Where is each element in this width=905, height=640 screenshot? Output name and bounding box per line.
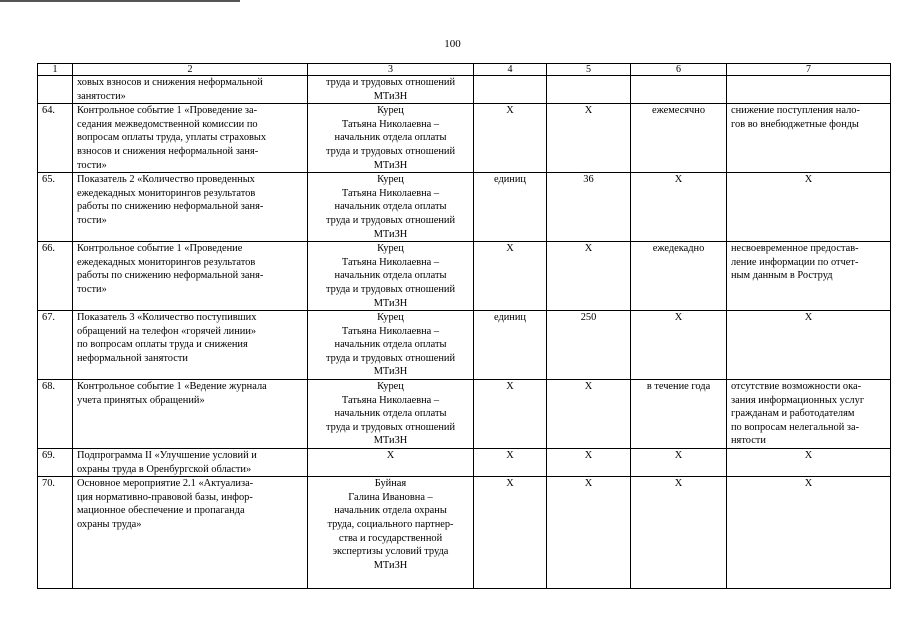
unit-cell — [474, 76, 547, 104]
cell-line: Татьяна Николаевна – — [341, 256, 440, 268]
cell-line: вопросам оплаты труда, уплаты страховых — [77, 132, 267, 144]
row-number-cell — [38, 104, 73, 173]
description-cell — [73, 104, 308, 173]
column-header: 3 — [308, 64, 474, 76]
column-header: 2 — [73, 64, 308, 76]
description-cell — [73, 380, 308, 449]
cell-line: Показатель 3 «Количество поступивших — [77, 312, 257, 324]
unit-cell — [474, 311, 547, 380]
cell-line: нятости — [731, 435, 766, 447]
row-number-cell — [38, 380, 73, 449]
row-number-cell — [38, 173, 73, 242]
cell-line: труда и трудовых отношений — [326, 283, 455, 295]
risk-cell — [727, 76, 891, 104]
cell-text: 70. — [42, 478, 55, 490]
table-row — [38, 380, 891, 449]
cell-line: МТиЗН — [373, 559, 408, 571]
cell-line: охраны труда в Оренбургской области» — [77, 463, 252, 475]
cell-text: Х — [674, 174, 683, 186]
responsible-cell — [308, 311, 474, 380]
cell-line: гражданам и работодателям — [731, 408, 855, 420]
cell-line: ция нормативно-правовой базы, инфор- — [77, 491, 253, 503]
cell-line: МТиЗН — [373, 228, 408, 240]
cell-line: Основное мероприятие 2.1 «Актуализа- — [77, 478, 254, 490]
cell-line: Буйная — [374, 478, 407, 490]
cell-text: Х — [506, 243, 514, 255]
period-cell — [631, 242, 727, 311]
cell-line: Х — [386, 450, 395, 462]
column-header: 5 — [547, 64, 631, 76]
cell-line: Галина Ивановна – — [348, 491, 433, 503]
responsible-cell — [308, 380, 474, 449]
value-cell — [547, 242, 631, 311]
cell-text: единиц — [493, 312, 526, 324]
cell-text: 65. — [42, 174, 55, 186]
risk-cell — [727, 173, 891, 242]
cell-line: несвоевременное предостав- — [731, 243, 859, 255]
cell-line: труда и трудовых отношений — [326, 352, 455, 364]
cell-text: 68. — [42, 381, 55, 393]
cell-text: Х — [674, 312, 683, 324]
risk-cell — [727, 104, 891, 173]
period-cell — [631, 449, 727, 477]
cell-text: 250 — [580, 312, 597, 324]
column-header: 4 — [474, 64, 547, 76]
cell-line: МТиЗН — [373, 297, 408, 309]
cell-text: Х — [584, 243, 593, 255]
cell-line: Контрольное событие 1 «Ведение журнала — [77, 381, 267, 393]
column-header: 7 — [727, 64, 891, 76]
cell-line: Х — [804, 450, 813, 462]
cell-line: труда и трудовых отношений — [326, 214, 455, 226]
value-cell — [547, 173, 631, 242]
cell-text: Х — [674, 478, 683, 490]
cell-line: ховых взносов и снижения неформальной — [77, 77, 263, 88]
unit-cell — [474, 477, 547, 589]
value-cell — [547, 311, 631, 380]
cell-line: Татьяна Николаевна – — [341, 325, 440, 337]
cell-line: Х — [804, 174, 813, 186]
cell-line: Курец — [377, 243, 404, 255]
row-number-cell — [38, 242, 73, 311]
cell-line: начальник отдела охраны — [334, 505, 447, 517]
cell-line: тости» — [77, 159, 107, 171]
cell-text: Х — [506, 478, 514, 490]
cell-line: ства и государственной — [338, 532, 443, 544]
risk-cell — [727, 242, 891, 311]
page-number: 100 — [444, 38, 461, 50]
cell-text: Х — [584, 450, 593, 462]
cell-line: неформальной занятости — [77, 352, 188, 364]
cell-line: тости» — [77, 214, 107, 226]
responsible-cell — [308, 449, 474, 477]
table-row — [38, 242, 891, 311]
cell-line: МТиЗН — [373, 159, 408, 171]
responsible-cell — [308, 242, 474, 311]
cell-line: по вопросам оплаты труда и снижения — [77, 339, 248, 351]
cell-line: Подпрограмма II «Улучшение условий и — [77, 450, 257, 462]
cell-line: работы по снижению неформальной заня- — [77, 270, 264, 282]
period-cell — [631, 380, 727, 449]
cell-line: ежедекадных мониторингов результатов — [77, 256, 256, 268]
cell-line: работы по снижению неформальной заня- — [77, 201, 264, 213]
cell-line: охраны труда» — [77, 519, 142, 530]
cell-text: Х — [506, 450, 514, 462]
top-rule — [0, 0, 240, 2]
cell-text: Х — [584, 478, 593, 490]
risk-cell — [727, 380, 891, 449]
cell-line: МТиЗН — [373, 366, 408, 378]
cell-line: Х — [804, 312, 813, 324]
responsible-cell — [308, 173, 474, 242]
value-cell — [547, 104, 631, 173]
cell-line: Курец — [377, 105, 404, 117]
cell-text: 66. — [42, 243, 55, 255]
cell-line: Курец — [377, 381, 404, 393]
cell-line: труда и трудовых отношений — [326, 77, 455, 88]
cell-line: Татьяна Николаевна – — [341, 187, 440, 199]
cell-line: начальник отдела оплаты — [334, 132, 447, 144]
table-row — [38, 477, 891, 589]
cell-line: тости» — [77, 283, 107, 295]
period-cell — [631, 173, 727, 242]
cell-line: экспертизы условий труда — [332, 546, 449, 558]
cell-line: труда и трудовых отношений — [326, 421, 455, 433]
risk-cell — [727, 449, 891, 477]
cell-line: начальник отдела оплаты — [334, 339, 447, 351]
cell-line: МТиЗН — [373, 435, 408, 447]
cell-line: Курец — [377, 312, 404, 324]
cell-text: Х — [506, 381, 514, 393]
cell-text: 67. — [42, 312, 55, 324]
cell-text: 69. — [42, 450, 55, 462]
responsible-cell — [308, 477, 474, 589]
cell-line: Курец — [377, 174, 404, 186]
period-cell — [631, 76, 727, 104]
cell-line: отсутствие возможности ока- — [731, 381, 862, 393]
responsible-cell — [308, 104, 474, 173]
cell-line: мационное обеспечение и пропаганда — [77, 505, 245, 517]
value-cell — [547, 449, 631, 477]
unit-cell — [474, 380, 547, 449]
table-row — [38, 76, 891, 104]
cell-line: ление информации по отчет- — [731, 256, 859, 268]
table-row — [38, 311, 891, 380]
cell-line: Контрольное событие 1 «Проведение — [77, 243, 243, 255]
cell-text: ежемесячно — [651, 105, 706, 117]
unit-cell — [474, 104, 547, 173]
cell-line: гов во внебюджетные фонды — [731, 118, 859, 130]
cell-line: Татьяна Николаевна – — [341, 394, 440, 406]
unit-cell — [474, 173, 547, 242]
responsible-cell — [308, 76, 474, 104]
table-row — [38, 173, 891, 242]
value-cell — [547, 76, 631, 104]
cell-line: Показатель 2 «Количество проведенных — [77, 174, 255, 186]
cell-text: 36 — [583, 174, 594, 186]
cell-line: начальник отдела оплаты — [334, 408, 447, 420]
cell-text: Х — [584, 105, 593, 117]
row-number-cell — [38, 311, 73, 380]
cell-line: снижение поступления нало- — [731, 105, 860, 117]
cell-line: начальник отдела оплаты — [334, 201, 447, 213]
cell-line: Контрольное событие 1 «Проведение за- — [77, 105, 258, 117]
cell-text: Х — [584, 381, 593, 393]
cell-line: ным данным в Роструд — [731, 270, 833, 282]
table-row — [38, 449, 891, 477]
cell-line: учета принятых обращений» — [77, 394, 205, 406]
row-number-cell — [38, 449, 73, 477]
cell-text: единиц — [493, 174, 526, 186]
description-cell — [73, 173, 308, 242]
cell-line: Х — [804, 478, 813, 490]
cell-line: труда и трудовых отношений — [326, 145, 455, 157]
cell-line: труда, социального партнер- — [327, 519, 454, 530]
cell-text: Х — [674, 450, 683, 462]
cell-text: 64. — [42, 105, 55, 117]
row-number-cell — [38, 477, 73, 589]
risk-cell — [727, 477, 891, 589]
description-cell — [73, 242, 308, 311]
unit-cell — [474, 242, 547, 311]
cell-line: седания межведомственной комиссии по — [77, 118, 258, 130]
period-cell — [631, 477, 727, 589]
row-number-cell — [38, 76, 73, 104]
cell-line: обращений на телефон «горячей линии» — [77, 325, 257, 337]
cell-line: по вопросам нелегальной за- — [731, 421, 860, 433]
description-cell — [73, 477, 308, 589]
table-row — [38, 104, 891, 173]
table-body — [38, 76, 891, 589]
risk-cell — [727, 311, 891, 380]
description-cell — [73, 76, 308, 104]
column-header: 1 — [38, 64, 73, 76]
description-cell — [73, 311, 308, 380]
cell-line: ежедекадных мониторингов результатов — [77, 187, 256, 199]
cell-line: начальник отдела оплаты — [334, 270, 447, 282]
period-cell — [631, 311, 727, 380]
cell-line: занятости» — [77, 90, 126, 102]
cell-text: в течение года — [646, 381, 711, 393]
unit-cell — [474, 449, 547, 477]
cell-line: МТиЗН — [373, 90, 408, 102]
column-header: 6 — [631, 64, 727, 76]
header-row — [38, 64, 891, 76]
cell-line: зания информационных услуг — [731, 394, 865, 406]
value-cell — [547, 477, 631, 589]
cell-text: Х — [506, 105, 514, 117]
value-cell — [547, 380, 631, 449]
description-cell — [73, 449, 308, 477]
cell-text: ежедекадно — [652, 243, 705, 255]
period-cell — [631, 104, 727, 173]
cell-line: Татьяна Николаевна – — [341, 118, 440, 130]
cell-line: взносов и снижения неформальной заня- — [77, 145, 259, 157]
document-table — [37, 63, 891, 589]
